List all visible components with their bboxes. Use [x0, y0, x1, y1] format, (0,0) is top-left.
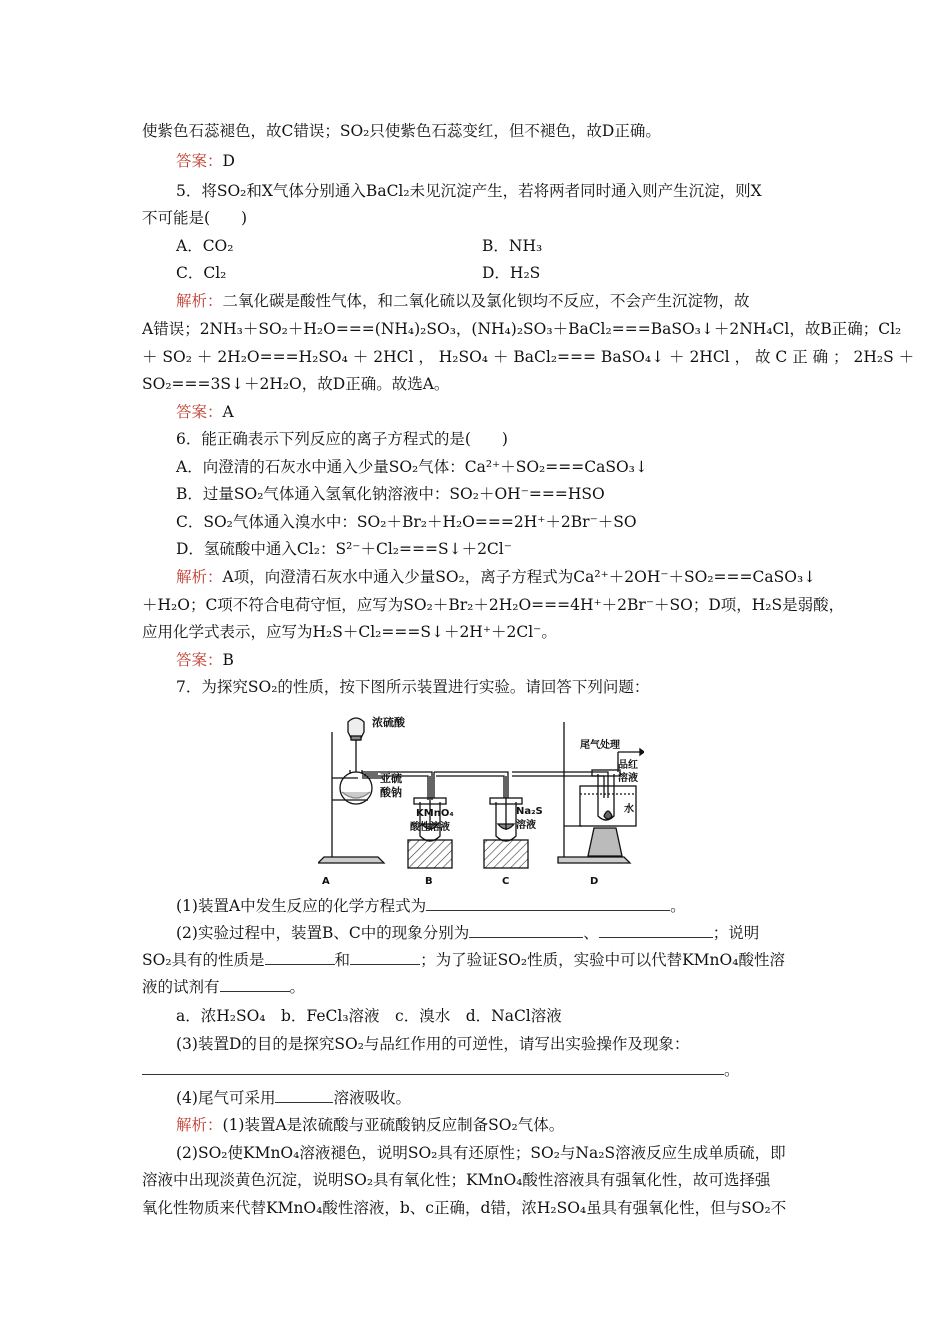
answer-blank[interactable] — [220, 974, 290, 992]
option-a: A．CO₂ — [176, 237, 234, 255]
label-pinhong: 溶液 — [618, 773, 638, 784]
label-na2so3: 亚硫 — [380, 772, 402, 785]
question-text: (4)尾气可采用 — [176, 1089, 276, 1107]
text-line: 使紫色石蕊褪色，故C错误；SO₂只使紫色石蕊变红，但不褪色，故D正确。 — [142, 122, 661, 140]
option-d: D．H₂S — [482, 264, 541, 282]
answer-line — [176, 647, 812, 673]
solution-5 — [176, 288, 812, 314]
label-pinhong: 品红 — [618, 760, 638, 771]
label-na2so3: 酸钠 — [380, 786, 402, 799]
solution-6-line: 应用化学式表示，应写为H₂S＋Cl₂===S↓＋2H⁺＋2Cl⁻。 — [142, 623, 557, 641]
option-a: A．向澄清的石灰水中通入少量SO₂气体：Ca²⁺＋SO₂===CaSO₃↓ — [176, 458, 648, 476]
answer-value: D — [222, 152, 235, 170]
question-5-options-row1 — [176, 233, 812, 259]
punct: 。 — [724, 1061, 740, 1079]
solution-label: 解析： — [176, 1116, 223, 1134]
support-block-b — [408, 840, 452, 868]
label-conc-h2so4: 浓硫酸 — [372, 716, 405, 729]
option-d: D．氢硫酸中通入Cl₂：S²⁻＋Cl₂===S↓＋2Cl⁻ — [176, 540, 512, 558]
solution-label: 解析： — [176, 568, 223, 586]
option-b: B．NH₃ — [482, 237, 543, 255]
label-tail-gas: 尾气处理 — [580, 740, 620, 751]
option-b: B．过量SO₂气体通入氢氧化钠溶液中：SO₂＋OH⁻===HSO — [176, 485, 605, 503]
question-5-stem: 5．将SO₂和X气体分别通入BaCl₂未见沉淀产生，若将两者同时通入则产生沉淀，则X — [176, 182, 762, 200]
answer-blank[interactable] — [426, 893, 670, 911]
solution-5-line: A错误；2NH₃＋SO₂＋H₂O===(NH₄)₂SO₃，(NH₄)₂SO₃＋BaCl₂===BaSO₃↓＋2NH₄Cl，故B正确；Cl₂ — [142, 320, 902, 338]
question-5-options-row2 — [176, 260, 812, 286]
question-7-3: (3)装置D的目的是探究SO₂与品红作用的可逆性，请写出实验操作及现象： — [176, 1035, 690, 1053]
label-a: A — [322, 876, 330, 887]
answer-blank[interactable] — [142, 1057, 724, 1075]
answer-label: 答案： — [176, 403, 223, 421]
answer-blank[interactable] — [265, 947, 335, 965]
round-flask — [340, 772, 372, 804]
answer-value: B — [222, 651, 234, 669]
answer-label: 答案： — [176, 651, 223, 669]
punct: 。 — [670, 897, 686, 915]
label-na2s: 溶液 — [516, 820, 536, 831]
label-b: B — [425, 876, 433, 887]
label-kmno4: KMnO₄ — [416, 808, 454, 819]
label-water: 水 — [624, 804, 634, 815]
punct: 和 — [334, 951, 351, 969]
question-7-3-blank-line — [142, 1057, 812, 1083]
question-text: (2)实验过程中，装置B、C中的现象分别为 — [176, 924, 470, 942]
question-7-2-options: a．浓H₂SO₄ b．FeCl₃溶液 c．溴水 d．NaCl溶液 — [176, 1007, 562, 1025]
support-block-c — [484, 840, 528, 868]
answer-label: 答案： — [176, 152, 223, 170]
alcohol-lamp — [588, 828, 622, 856]
question-text: (1)装置A中发生反应的化学方程式为 — [176, 897, 427, 915]
answer-line — [176, 399, 812, 425]
solution-5-line: SO₂===3S↓＋2H₂O，故D正确。故选A。 — [142, 375, 450, 393]
question-text: 溶液吸收。 — [333, 1089, 411, 1107]
solution-text: 二氧化碳是酸性气体，和二氧化硫以及氯化钡均不反应，不会产生沉淀物，故 — [222, 292, 750, 310]
label-kmno4: 酸性溶液 — [410, 822, 450, 833]
option-c: C．Cl₂ — [176, 264, 227, 282]
stand-base-a — [318, 857, 384, 863]
question-7-2-cont — [142, 974, 812, 1000]
punct: 。 — [289, 978, 306, 996]
option-c: C．SO₂气体通入溴水中：SO₂＋Br₂＋H₂O===2H⁺＋2Br⁻＋SO — [176, 513, 637, 531]
answer-blank[interactable] — [275, 1085, 333, 1103]
label-d: D — [590, 876, 599, 887]
solution-7-line: 溶液中出现淡黄色沉淀，说明SO₂具有氧化性；KMnO₄酸性溶液具有强氧化性，故可选择强 — [142, 1171, 771, 1189]
stand-base-d — [558, 857, 630, 863]
solution-7 — [176, 1112, 812, 1138]
question-6-stem: 6．能正确表示下列反应的离子方程式的是( ) — [176, 430, 508, 448]
solution-7-line: 氧化性物质来代替KMnO₄酸性溶液，b、c正确，d错，浓H₂SO₄虽具有强氧化性，但与SO₂不 — [142, 1199, 787, 1217]
solution-6 — [176, 564, 817, 590]
solution-label: 解析： — [176, 292, 223, 310]
question-text: ；说明 — [712, 924, 760, 942]
answer-blank[interactable] — [599, 920, 713, 938]
solution-7-line: (2)SO₂使KMnO₄溶液褪色，说明SO₂具有还原性；SO₂与Na₂S溶液反应生成单质硫，即 — [176, 1144, 786, 1162]
apparatus-diagram — [318, 712, 644, 890]
solution-text: (1)装置A是浓硫酸与亚硫酸钠反应制备SO₂气体。 — [222, 1116, 565, 1134]
question-text: ；为了验证SO₂性质，实验中可以代替KMnO₄酸性溶 — [420, 951, 785, 969]
label-na2s: Na₂S — [516, 806, 543, 817]
answer-line — [176, 148, 812, 174]
answer-value: A — [222, 403, 234, 421]
question-text: SO₂具有的性质是 — [142, 951, 265, 969]
punct: 、 — [583, 924, 599, 942]
question-7-1 — [176, 893, 812, 919]
solution-text: A项，向澄清石灰水中通入少量SO₂，离子方程式为Ca²⁺＋2OH⁻＋SO₂===CaSO₃↓ — [222, 568, 817, 586]
answer-blank[interactable] — [350, 947, 420, 965]
solution-5-line: ＋ SO₂ ＋ 2H₂O===H₂SO₄ ＋ 2HCl ， H₂SO₄ ＋ BaCl₂=== BaSO₄↓ ＋ 2HCl ， 故 C 正 确 ； 2H₂S ＋ — [142, 348, 915, 366]
answer-blank[interactable] — [469, 920, 583, 938]
question-5-stem-cont: 不可能是( ) — [142, 209, 248, 227]
question-7-2-cont — [142, 947, 812, 973]
question-7-2 — [176, 920, 812, 946]
solution-6-line: ＋H₂O；C项不符合电荷守恒，应写为SO₂＋Br₂＋2H₂O===4H⁺＋2Br⁻＋SO；D项，H₂S是弱酸， — [142, 596, 845, 614]
question-7-stem: 7．为探究SO₂的性质，按下图所示装置进行实验。请回答下列问题： — [176, 678, 650, 696]
question-text: 液的试剂有 — [142, 978, 220, 996]
question-7-4 — [176, 1085, 812, 1111]
label-c: C — [502, 876, 510, 887]
